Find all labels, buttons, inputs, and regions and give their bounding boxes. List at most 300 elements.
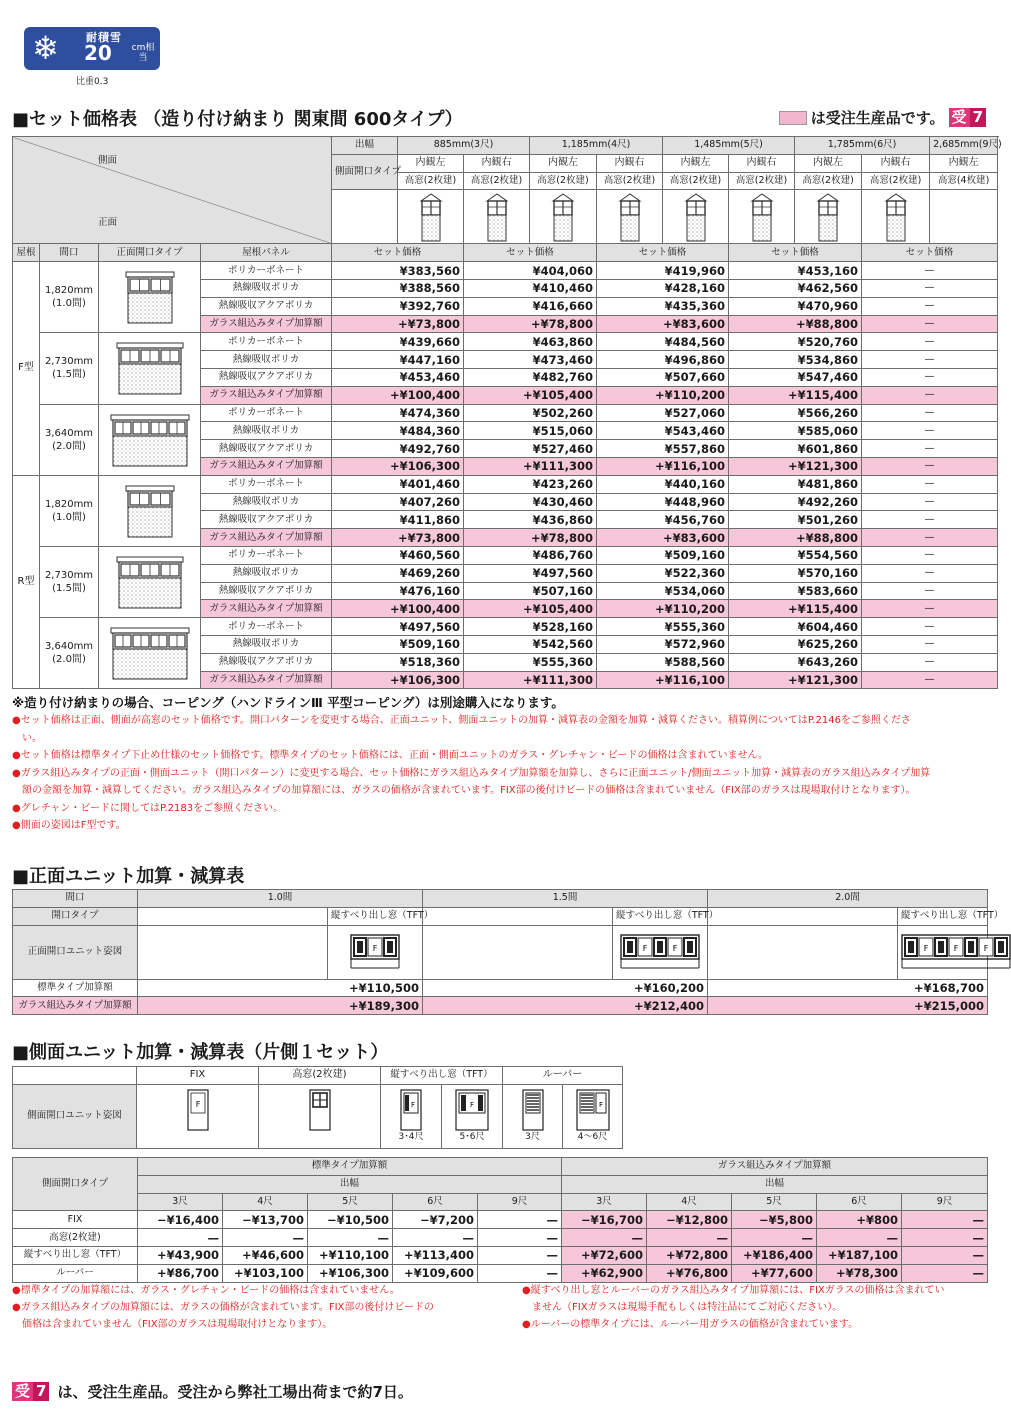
glass-price-cell: — bbox=[817, 1229, 902, 1247]
note-line: ●グレチャン・ビードに関してはP.2183をご参照ください。 bbox=[12, 802, 284, 814]
price-cell: +¥73,800 bbox=[332, 315, 464, 333]
set-price-table bbox=[12, 136, 1002, 689]
empty-cell bbox=[423, 907, 613, 925]
view-header: 内観右 bbox=[464, 154, 530, 172]
glass-price-cell: −¥12,800 bbox=[647, 1211, 732, 1229]
panel-type-cell: 熱線吸収ポリカ bbox=[201, 279, 332, 297]
span-header: 1.5間 bbox=[423, 890, 708, 908]
note-line: ●標準タイプの加算額には、ガラス・グレチャン・ビードの価格は含まれていません。 bbox=[12, 1285, 400, 1296]
side-unit-figure bbox=[442, 1084, 503, 1148]
panel-type-cell: 熱線吸収ポリカ bbox=[201, 493, 332, 511]
size-header: 6尺 bbox=[393, 1193, 478, 1211]
figure-caption: 5･6尺 bbox=[459, 1131, 485, 1142]
empty-cell bbox=[138, 925, 328, 979]
panel-type-cell: ポリカーボネート bbox=[201, 475, 332, 493]
group-header-row bbox=[13, 1158, 988, 1176]
span-ken: (1.5間) bbox=[52, 583, 86, 595]
front-type-col-header: 正面開口タイプ bbox=[99, 244, 201, 262]
type-row bbox=[13, 907, 988, 925]
glass-price-cell: +¥77,600 bbox=[732, 1264, 817, 1282]
price-row bbox=[13, 979, 988, 997]
price-cell: +¥105,400 bbox=[464, 386, 597, 404]
span-ken: (2.0間) bbox=[52, 440, 86, 452]
badge-unit: cm相当 bbox=[131, 43, 155, 63]
type-label: 開口タイプ bbox=[13, 907, 138, 925]
panel-type-cell: 熱線吸収ポリカ bbox=[201, 351, 332, 369]
price-cell: ¥643,260 bbox=[729, 653, 862, 671]
price-cell: +¥106,300 bbox=[332, 457, 464, 475]
price-cell: ¥554,560 bbox=[729, 546, 862, 564]
std-price-cell: — bbox=[393, 1229, 478, 1247]
span-ken: (1.5間) bbox=[52, 369, 86, 381]
glass-price-cell: — bbox=[902, 1264, 988, 1282]
price-cell: ¥528,160 bbox=[464, 618, 597, 636]
size-header: 3尺 bbox=[562, 1193, 647, 1211]
type-header: 高窓(2枚建) bbox=[259, 1067, 381, 1085]
type-name-cell: 縦すべり出し窓（TFT） bbox=[898, 907, 988, 925]
svg-text:F: F bbox=[372, 944, 378, 954]
panel-type-cell: ガラス組込みタイプ加算額 bbox=[201, 671, 332, 689]
price-cell: ¥411,860 bbox=[332, 511, 464, 529]
glass-group-header: ガラス組込みタイプ加算額 bbox=[562, 1158, 988, 1176]
price-cell: +¥105,400 bbox=[464, 600, 597, 618]
type-header: ルーバー bbox=[503, 1067, 623, 1085]
panel-type-cell: ポリカーボネート bbox=[201, 618, 332, 636]
span-header: 2.0間 bbox=[708, 890, 988, 908]
price-cell: ¥410,460 bbox=[464, 279, 597, 297]
set-price-header: セット価格 bbox=[729, 244, 862, 262]
front-unit-figure bbox=[613, 925, 708, 979]
span-cell bbox=[40, 546, 99, 617]
std-price-cell: — bbox=[308, 1229, 393, 1247]
price-cell: +¥110,200 bbox=[597, 386, 729, 404]
price-cell: +¥78,800 bbox=[464, 315, 597, 333]
price-cell-na: — bbox=[862, 635, 998, 653]
svg-text:F: F bbox=[953, 944, 959, 954]
front-figure-cell bbox=[99, 333, 201, 404]
price-cell: ¥520,760 bbox=[729, 333, 862, 351]
badge-value: 20 bbox=[84, 41, 112, 65]
price-cell: ¥502,260 bbox=[464, 404, 597, 422]
price-cell: +¥110,500 bbox=[138, 979, 423, 997]
price-cell: ¥570,160 bbox=[729, 564, 862, 582]
price-cell-na: — bbox=[862, 262, 998, 280]
empty-cell bbox=[708, 907, 898, 925]
price-cell: ¥601,860 bbox=[729, 440, 862, 458]
side-price-row bbox=[13, 1264, 988, 1282]
empty-cell bbox=[138, 907, 328, 925]
note-line: ●ガラス組込みタイプの正面・側面ユニット（開口パターン）に変更する場合、セット価格にガラス組込みタイプ加算額を加算し、さらに正面ユニット/側面ユニット加算・減算表のガラス組込みタイプ加算 bbox=[12, 767, 931, 779]
panel-type-cell: 熱線吸収アクアポリカ bbox=[201, 653, 332, 671]
panel-type-cell: 熱線吸収ポリカ bbox=[201, 635, 332, 653]
price-cell: ¥518,360 bbox=[332, 653, 464, 671]
svg-text:F: F bbox=[598, 1100, 603, 1109]
size-header: 5尺 bbox=[308, 1193, 393, 1211]
side-figure-cell bbox=[398, 190, 464, 244]
price-cell-na: — bbox=[862, 297, 998, 315]
glass-price-cell: +¥72,600 bbox=[562, 1246, 647, 1264]
side-type-name: FIX bbox=[13, 1211, 138, 1229]
std-price-cell: — bbox=[223, 1229, 308, 1247]
price-cell: ¥501,260 bbox=[729, 511, 862, 529]
footer-text: は、受注生産品。受注から弊社工場出荷まで約7日。 bbox=[57, 1383, 413, 1401]
price-row bbox=[13, 262, 998, 280]
price-row bbox=[13, 333, 998, 351]
std-group-header: 標準タイプ加算額 bbox=[138, 1158, 562, 1176]
price-cell-na: — bbox=[862, 600, 998, 618]
std-price-cell: — bbox=[138, 1229, 223, 1247]
note-line: ●縦すべり出し窓とルーバーのガラス組込みタイプ加算額には、FIXガラスの価格は含まれてい bbox=[522, 1285, 945, 1296]
column-header-row bbox=[13, 244, 998, 262]
price-cell: ¥473,460 bbox=[464, 351, 597, 369]
price-cell: ¥392,760 bbox=[332, 297, 464, 315]
price-row-label: ガラス組込みタイプ加算額 bbox=[13, 997, 138, 1015]
snowflake-icon: ❄ bbox=[32, 29, 59, 67]
glass-price-cell: — bbox=[562, 1229, 647, 1247]
view-header: 内観左 bbox=[398, 154, 464, 172]
price-cell-na: — bbox=[862, 671, 998, 689]
price-cell: ¥456,760 bbox=[597, 511, 729, 529]
side-unit-figure-table bbox=[12, 1066, 623, 1149]
price-cell: ¥585,060 bbox=[729, 422, 862, 440]
std-price-cell: — bbox=[478, 1211, 562, 1229]
width-label: 出幅 bbox=[562, 1175, 988, 1193]
size-header: 9尺 bbox=[902, 1193, 988, 1211]
svg-text:F: F bbox=[983, 944, 989, 954]
price-cell: ¥440,160 bbox=[597, 475, 729, 493]
price-cell: ¥527,460 bbox=[464, 440, 597, 458]
empty-cell bbox=[708, 925, 898, 979]
figure-caption: 3尺 bbox=[525, 1131, 540, 1142]
span-mm: 1,820mm bbox=[44, 498, 94, 510]
note-line: ●ガラス組込みタイプの加算額には、ガラスの価格が含まれています。FIX部の後付けビードの bbox=[12, 1302, 434, 1313]
panel-type-cell: ポリカーボネート bbox=[201, 546, 332, 564]
price-cell: ¥416,660 bbox=[464, 297, 597, 315]
price-cell: +¥111,300 bbox=[464, 671, 597, 689]
std-price-cell: — bbox=[478, 1229, 562, 1247]
span-mm: 3,640mm bbox=[44, 427, 94, 439]
side-figure-cell bbox=[729, 190, 795, 244]
glass-price-cell: +¥800 bbox=[817, 1211, 902, 1229]
price-cell: ¥534,060 bbox=[597, 582, 729, 600]
glass-price-cell: +¥186,400 bbox=[732, 1246, 817, 1264]
badge-label: 耐積雪 bbox=[86, 31, 122, 44]
type-name-cell: 縦すべり出し窓（TFT） bbox=[328, 907, 423, 925]
type-name-cell: 縦すべり出し窓（TFT） bbox=[613, 907, 708, 925]
empty-cell bbox=[332, 190, 398, 244]
note-line: ●セット価格は標準タイプ下止め仕様のセット価格です。標準タイプのセット価格には、正面・側面ユニットのガラス・グレチャン・ビードの価格は含まれていません。 bbox=[12, 750, 769, 761]
price-cell: ¥460,560 bbox=[332, 546, 464, 564]
view-header: 内観右 bbox=[597, 154, 663, 172]
coping-note: ※造り付け納まりの場合、コーピング（ハンドラインⅢ 平型コーピング）は別途購入になります。 bbox=[12, 695, 564, 710]
size-header: 6尺 bbox=[817, 1193, 902, 1211]
price-cell: ¥470,960 bbox=[729, 297, 862, 315]
roof-type-cell: R型 bbox=[13, 475, 40, 689]
price-cell: ¥497,560 bbox=[332, 618, 464, 636]
side-type-name: 高窓(2枚建) bbox=[13, 1229, 138, 1247]
std-price-cell: −¥16,400 bbox=[138, 1211, 223, 1229]
side-unit-figure bbox=[259, 1084, 381, 1148]
price-cell-na: — bbox=[862, 653, 998, 671]
type-label: 側面開口タイプ bbox=[13, 1158, 138, 1211]
price-cell: ¥547,460 bbox=[729, 368, 862, 386]
size-row bbox=[13, 1193, 988, 1211]
type-header: 縦すべり出し窓（TFT） bbox=[381, 1067, 503, 1085]
view-header: 内観左 bbox=[930, 154, 998, 172]
price-cell: ¥476,160 bbox=[332, 582, 464, 600]
price-cell-na: — bbox=[862, 529, 998, 547]
set-price-header: セット価格 bbox=[464, 244, 597, 262]
price-cell: +¥106,300 bbox=[332, 671, 464, 689]
width-label-row bbox=[13, 1175, 988, 1193]
figure-label: 側面開口ユニット姿図 bbox=[13, 1084, 137, 1148]
size-header: 4尺 bbox=[647, 1193, 732, 1211]
price-row bbox=[13, 997, 988, 1015]
note-line: い。 bbox=[22, 732, 42, 744]
std-price-cell: −¥7,200 bbox=[393, 1211, 478, 1229]
window-type-header: 高窓(4枚建) bbox=[930, 172, 998, 190]
glass-price-cell: — bbox=[902, 1246, 988, 1264]
std-price-cell: — bbox=[478, 1264, 562, 1282]
side-unit-figure bbox=[381, 1084, 442, 1148]
type-header-row bbox=[13, 1067, 623, 1085]
snow-load-badge bbox=[24, 27, 160, 70]
note-line: ●セット価格は正面、側面が高窓のセット価格です。開口パターンを変更する場合、正面ユニット、側面ユニットの加算・減算表の金額を加算・減算ください。積算例についてはP.2146をご参照くださ bbox=[12, 715, 911, 726]
price-cell: ¥572,960 bbox=[597, 635, 729, 653]
note-line: ●側面の姿図はF型です。 bbox=[12, 820, 126, 831]
side-figure-cell bbox=[795, 190, 862, 244]
side-type-name: 縦すべり出し窓（TFT） bbox=[13, 1246, 138, 1264]
std-price-cell: +¥86,700 bbox=[138, 1264, 223, 1282]
span-cell bbox=[40, 618, 99, 689]
window-type-header: 高窓(2枚建) bbox=[862, 172, 930, 190]
svg-text:F: F bbox=[410, 1100, 416, 1109]
price-cell: +¥83,600 bbox=[597, 529, 729, 547]
price-cell: ¥469,260 bbox=[332, 564, 464, 582]
price-cell: ¥481,860 bbox=[729, 475, 862, 493]
price-row bbox=[13, 618, 998, 636]
span-col-header: 間口 bbox=[40, 244, 99, 262]
price-cell: ¥583,660 bbox=[729, 582, 862, 600]
std-price-cell: +¥103,100 bbox=[223, 1264, 308, 1282]
price-cell: +¥116,100 bbox=[597, 671, 729, 689]
price-cell: +¥160,200 bbox=[423, 979, 708, 997]
set-price-header: セット価格 bbox=[597, 244, 729, 262]
front-figure-cell bbox=[99, 546, 201, 617]
side-unit-price-table bbox=[12, 1157, 988, 1283]
price-cell-na: — bbox=[862, 368, 998, 386]
std-price-cell: — bbox=[478, 1246, 562, 1264]
glass-price-cell: +¥72,800 bbox=[647, 1246, 732, 1264]
std-price-cell: −¥13,700 bbox=[223, 1211, 308, 1229]
side-unit-figure bbox=[563, 1084, 623, 1148]
width-header: 2,685mm(9尺) bbox=[930, 137, 998, 155]
glass-price-cell: +¥78,300 bbox=[817, 1264, 902, 1282]
price-cell-na: — bbox=[862, 351, 998, 369]
badge-note: 比重0.3 bbox=[76, 77, 109, 87]
figure-row bbox=[13, 1084, 623, 1148]
price-cell: ¥492,260 bbox=[729, 493, 862, 511]
panel-type-cell: ポリカーボネート bbox=[201, 404, 332, 422]
price-cell: +¥88,800 bbox=[729, 315, 862, 333]
price-cell-na: — bbox=[862, 404, 998, 422]
glass-price-cell: — bbox=[732, 1229, 817, 1247]
note-line: ●ルーバーの標準タイプには、ルーバー用ガラスの価格が含まれています。 bbox=[522, 1319, 859, 1330]
span-cell bbox=[40, 475, 99, 546]
panel-type-cell: ポリカーボネート bbox=[201, 333, 332, 351]
price-cell: +¥121,300 bbox=[729, 457, 862, 475]
std-price-cell: +¥113,400 bbox=[393, 1246, 478, 1264]
price-cell: ¥557,860 bbox=[597, 440, 729, 458]
svg-text:F: F bbox=[195, 1099, 200, 1109]
view-header: 内観左 bbox=[663, 154, 729, 172]
span-mm: 2,730mm bbox=[44, 570, 94, 582]
std-price-cell: +¥110,100 bbox=[308, 1246, 393, 1264]
price-cell: +¥100,400 bbox=[332, 386, 464, 404]
price-row bbox=[13, 475, 998, 493]
glass-price-cell: — bbox=[647, 1229, 732, 1247]
price-cell: ¥419,960 bbox=[597, 262, 729, 280]
price-row bbox=[13, 404, 998, 422]
price-cell: ¥625,260 bbox=[729, 635, 862, 653]
span-header-row bbox=[13, 890, 988, 908]
glass-price-cell: +¥62,900 bbox=[562, 1264, 647, 1282]
price-cell-na: — bbox=[862, 618, 998, 636]
price-cell: +¥78,800 bbox=[464, 529, 597, 547]
glass-price-cell: +¥187,100 bbox=[817, 1246, 902, 1264]
glass-price-cell: −¥5,800 bbox=[732, 1211, 817, 1229]
price-cell: ¥507,660 bbox=[597, 368, 729, 386]
price-row bbox=[13, 546, 998, 564]
roof-col-header: 屋根 bbox=[13, 244, 40, 262]
price-cell: ¥522,360 bbox=[597, 564, 729, 582]
window-type-header: 高窓(2枚建) bbox=[597, 172, 663, 190]
panel-type-cell: 熱線吸収アクアポリカ bbox=[201, 511, 332, 529]
size-header: 3尺 bbox=[138, 1193, 223, 1211]
std-price-cell: +¥46,600 bbox=[223, 1246, 308, 1264]
std-price-cell: +¥106,300 bbox=[308, 1264, 393, 1282]
span-mm: 3,640mm bbox=[44, 641, 94, 653]
side-type-label: 側面開口タイプ bbox=[332, 154, 398, 190]
price-cell: ¥430,460 bbox=[464, 493, 597, 511]
side-price-row bbox=[13, 1211, 988, 1229]
figure-row bbox=[13, 925, 988, 979]
footer-note bbox=[12, 1381, 413, 1402]
std-price-cell: +¥43,900 bbox=[138, 1246, 223, 1264]
window-type-header: 高窓(2枚建) bbox=[795, 172, 862, 190]
side-price-row bbox=[13, 1246, 988, 1264]
price-cell: +¥73,800 bbox=[332, 529, 464, 547]
price-cell-na: — bbox=[862, 333, 998, 351]
side-figure-cell bbox=[530, 190, 597, 244]
price-cell: +¥215,000 bbox=[708, 997, 988, 1015]
price-cell-na: — bbox=[862, 493, 998, 511]
size-header: 4尺 bbox=[223, 1193, 308, 1211]
width-header: 1,185mm(4尺) bbox=[530, 137, 663, 155]
price-cell: ¥497,560 bbox=[464, 564, 597, 582]
price-cell-na: — bbox=[862, 582, 998, 600]
price-cell: ¥448,960 bbox=[597, 493, 729, 511]
price-cell: +¥115,400 bbox=[729, 386, 862, 404]
price-cell: ¥388,560 bbox=[332, 279, 464, 297]
svg-text:F: F bbox=[469, 1100, 475, 1109]
span-cell bbox=[40, 404, 99, 475]
panel-type-cell: 熱線吸収アクアポリカ bbox=[201, 440, 332, 458]
price-cell-na: — bbox=[862, 511, 998, 529]
price-cell: ¥604,460 bbox=[729, 618, 862, 636]
price-cell: ¥383,560 bbox=[332, 262, 464, 280]
price-cell-na: — bbox=[862, 315, 998, 333]
price-cell: ¥507,160 bbox=[464, 582, 597, 600]
set-price-title: ■セット価格表 （造り付け納まり 関東間 600タイプ） bbox=[12, 109, 463, 130]
front-unit-title: ■正面ユニット加算・減算表 bbox=[12, 866, 245, 887]
price-cell: ¥447,160 bbox=[332, 351, 464, 369]
width-header: 1,785mm(6尺) bbox=[795, 137, 930, 155]
price-cell: ¥515,060 bbox=[464, 422, 597, 440]
front-figure-cell bbox=[99, 404, 201, 475]
panel-type-cell: ガラス組込みタイプ加算額 bbox=[201, 386, 332, 404]
glass-price-cell: — bbox=[902, 1229, 988, 1247]
svg-text:F: F bbox=[642, 944, 648, 954]
view-header: 内観左 bbox=[795, 154, 862, 172]
svg-text:F: F bbox=[923, 944, 929, 954]
order-note bbox=[779, 107, 986, 128]
type-header: FIX bbox=[137, 1067, 259, 1085]
price-cell: ¥566,260 bbox=[729, 404, 862, 422]
price-cell: +¥110,200 bbox=[597, 600, 729, 618]
price-cell: ¥555,360 bbox=[597, 618, 729, 636]
set-price-header: セット価格 bbox=[862, 244, 998, 262]
glass-price-cell: — bbox=[902, 1211, 988, 1229]
price-cell: ¥401,460 bbox=[332, 475, 464, 493]
side-figure-cell bbox=[597, 190, 663, 244]
width-header: 885mm(3尺) bbox=[398, 137, 530, 155]
side-price-row bbox=[13, 1229, 988, 1247]
price-cell: ¥492,760 bbox=[332, 440, 464, 458]
price-cell: ¥439,660 bbox=[332, 333, 464, 351]
panel-type-cell: 熱線吸収アクアポリカ bbox=[201, 297, 332, 315]
svg-text:F: F bbox=[672, 944, 678, 954]
side-unit-notes-left bbox=[12, 1282, 434, 1333]
span-ken: (1.0間) bbox=[52, 511, 86, 523]
price-cell: ¥474,360 bbox=[332, 404, 464, 422]
side-unit-figure bbox=[137, 1084, 259, 1148]
pink-legend-swatch bbox=[779, 111, 807, 125]
price-cell: ¥555,360 bbox=[464, 653, 597, 671]
panel-type-cell: 熱線吸収アクアポリカ bbox=[201, 368, 332, 386]
front-unit-figure bbox=[898, 925, 988, 979]
window-type-header: 高窓(2枚建) bbox=[663, 172, 729, 190]
price-cell: +¥111,300 bbox=[464, 457, 597, 475]
note-line: 価格は含まれていません（FIX部のガラスは現場取付けとなります）。 bbox=[12, 1319, 333, 1330]
panel-type-cell: ガラス組込みタイプ加算額 bbox=[201, 600, 332, 618]
price-cell: +¥100,400 bbox=[332, 600, 464, 618]
panel-type-cell: ポリカーボネート bbox=[201, 262, 332, 280]
made-to-order-mark: 受 7 bbox=[949, 108, 986, 127]
window-type-header: 高窓(2枚建) bbox=[464, 172, 530, 190]
panel-type-cell: ガラス組込みタイプ加算額 bbox=[201, 529, 332, 547]
note-line: 額の金額を加算・減算してください。ガラス組込みタイプの加算額には、ガラスの価格が含まれています。FIX部の後付けビードの価格は含まれていません（FIX部のガラスは現場取付けとなります）。 bbox=[22, 785, 916, 796]
side-figure-cell bbox=[464, 190, 530, 244]
std-price-cell: −¥10,500 bbox=[308, 1211, 393, 1229]
price-cell: ¥453,460 bbox=[332, 368, 464, 386]
price-cell-na: — bbox=[862, 475, 998, 493]
price-cell: ¥527,060 bbox=[597, 404, 729, 422]
span-cell bbox=[40, 262, 99, 333]
price-cell: +¥88,800 bbox=[729, 529, 862, 547]
figure-caption: 3･4尺 bbox=[398, 1131, 424, 1142]
price-cell-na: — bbox=[862, 546, 998, 564]
